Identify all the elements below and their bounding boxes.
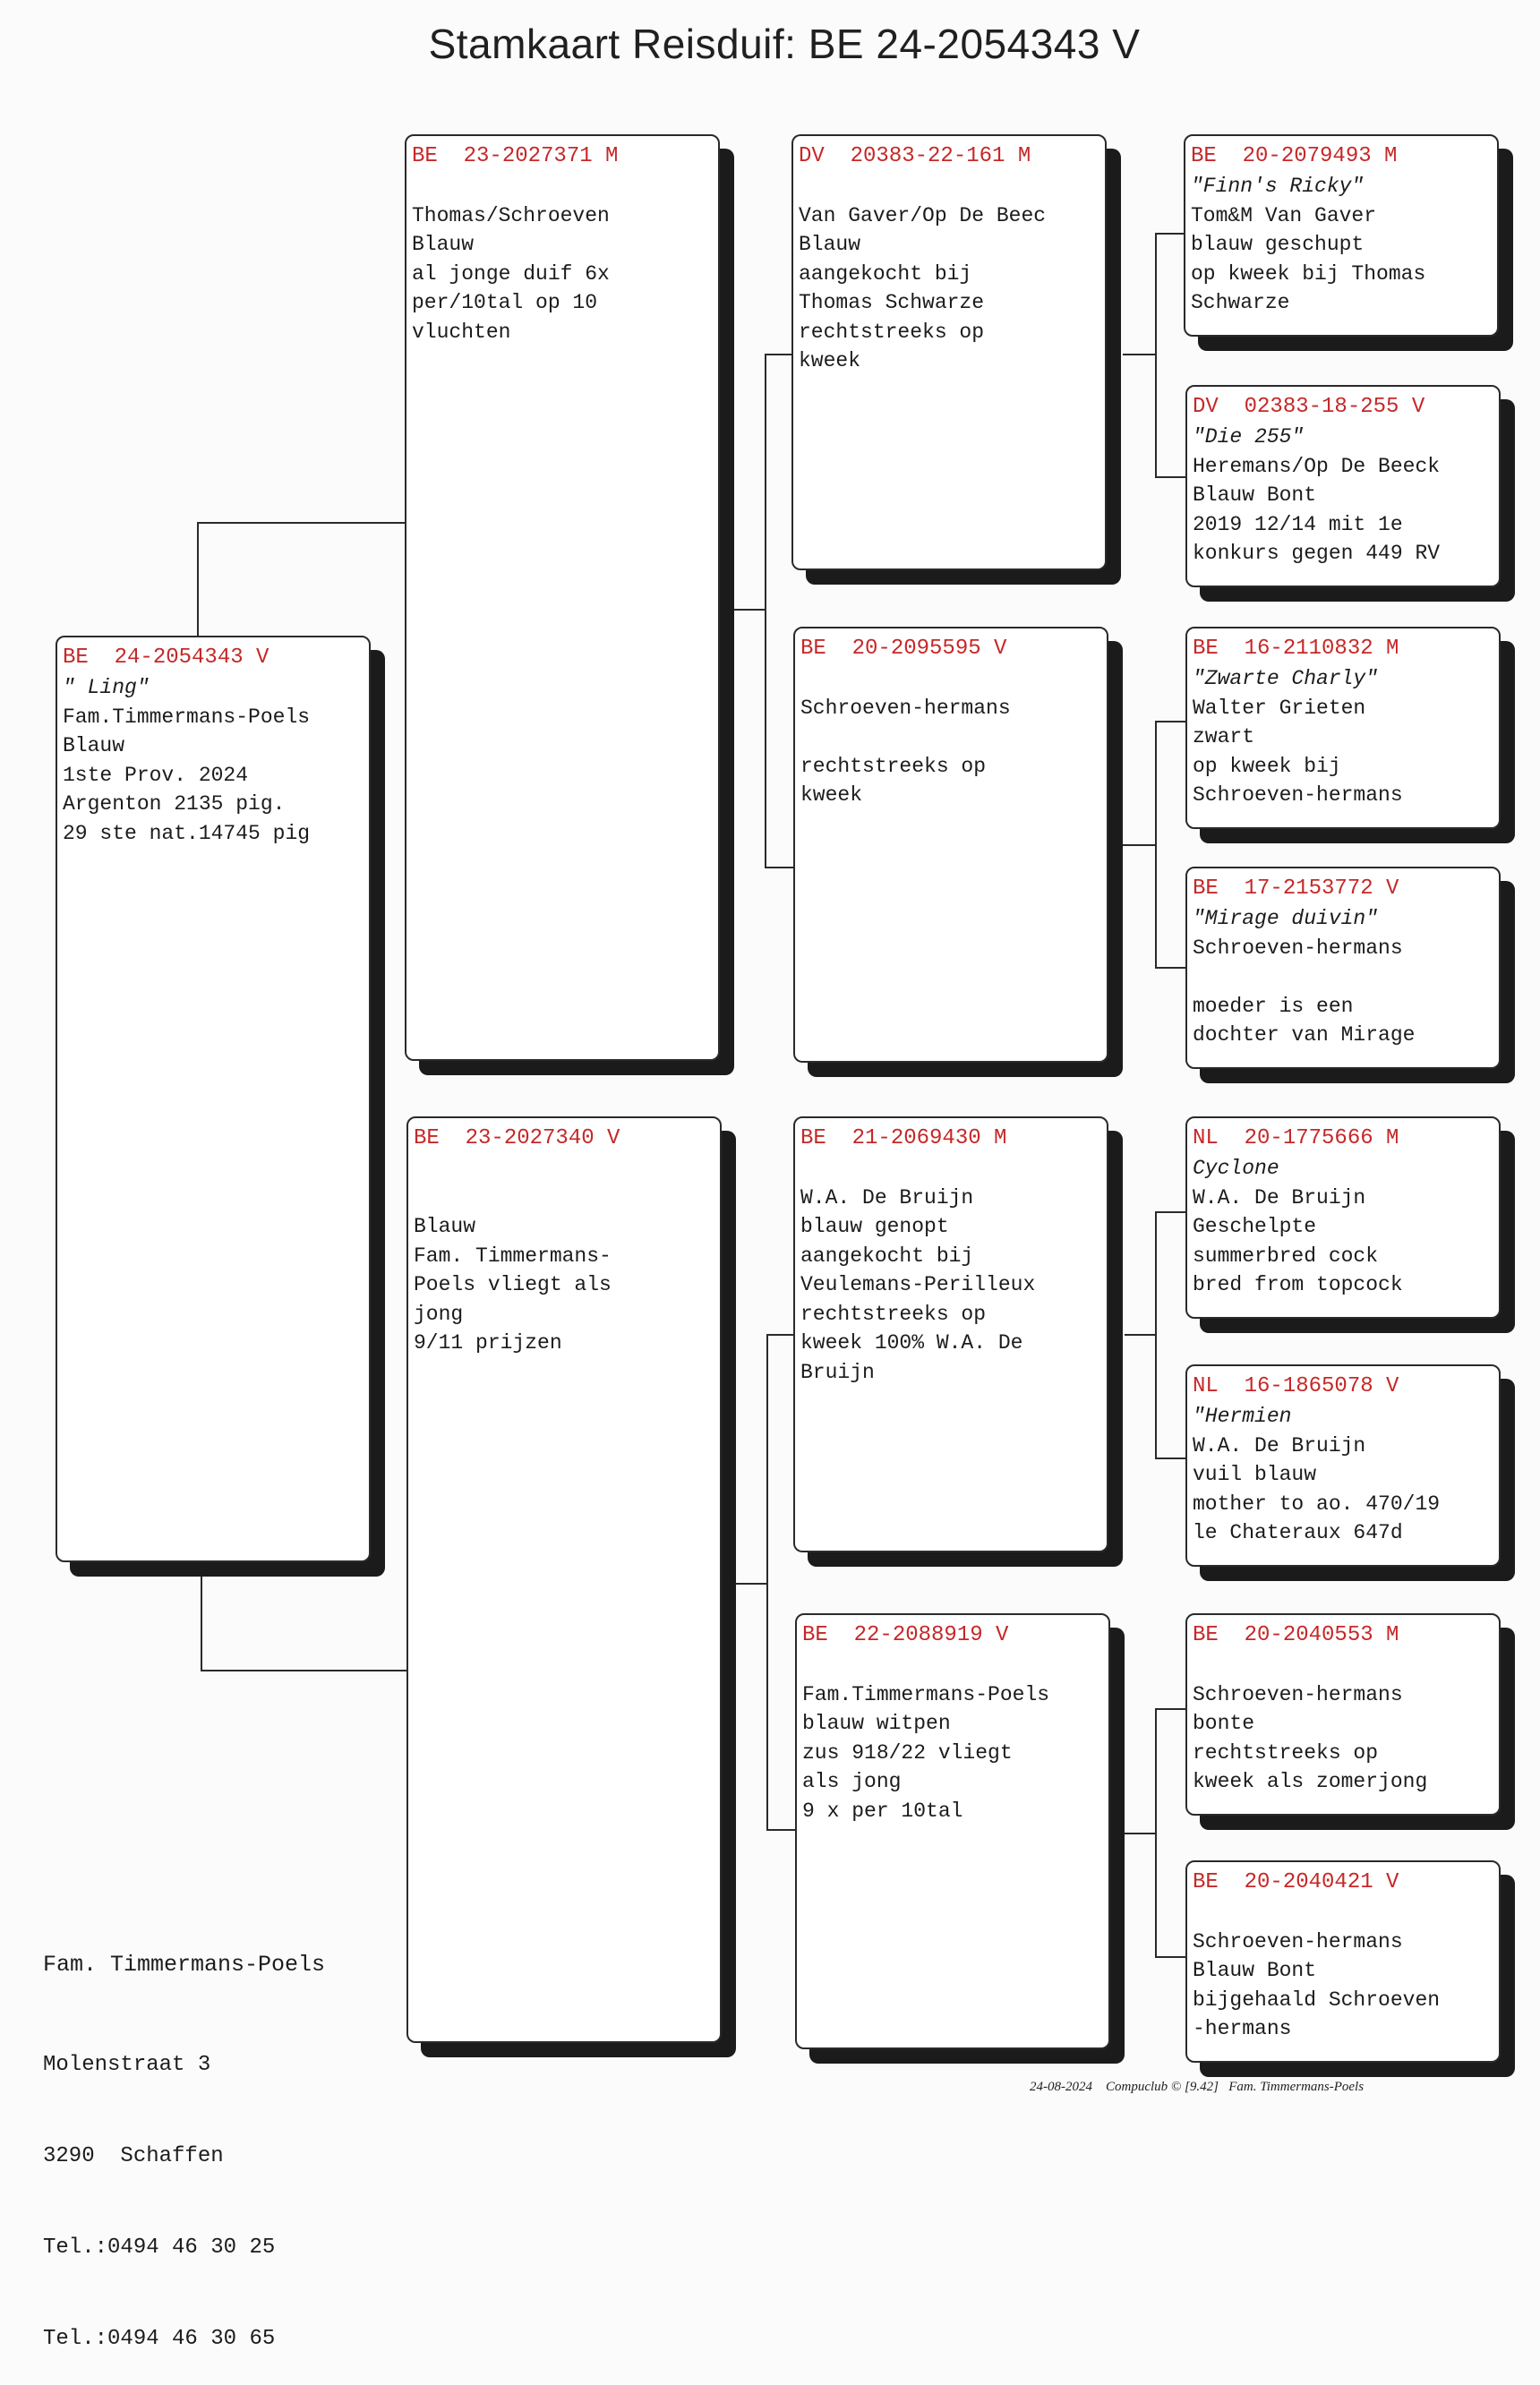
pedigree-card-fm (793, 627, 1108, 1063)
owner-name: Fam. Timmermans-Poels (43, 1952, 326, 1978)
connector-line (1155, 721, 1157, 967)
card-line: vluchten (412, 320, 511, 344)
card-line: Thomas Schwarze (799, 291, 985, 314)
card-line (800, 722, 1107, 752)
ring-number: BE 17-2153772 V (1193, 876, 1399, 901)
card-line: blauw genopt (800, 1215, 949, 1238)
card-line: kweek (799, 349, 861, 372)
card-line: konkurs gegen 449 RV (1193, 542, 1441, 565)
connector-line (1123, 844, 1155, 846)
card-line: kweek als zomerjong (1193, 1770, 1428, 1793)
card-line: Blauw Bont (1193, 1959, 1317, 1982)
pedigree-card-fmm (1185, 867, 1501, 1069)
card-line (414, 1154, 720, 1184)
connector-line (1123, 354, 1155, 355)
connector-line (1155, 233, 1157, 476)
card-line: 9 x per 10tal (802, 1799, 963, 1823)
ring-number: NL 16-1865078 V (1193, 1374, 1399, 1398)
card-line: bonte (1193, 1712, 1255, 1735)
card-line: mother to ao. 470/19 (1193, 1492, 1441, 1516)
connector-line (1155, 476, 1185, 478)
connector-line (1155, 1956, 1185, 1958)
connector-line (765, 867, 793, 868)
card-line: jong (414, 1302, 464, 1326)
card-line: Thomas/Schroeven (412, 203, 610, 227)
ring-number: BE 23-2027371 M (412, 144, 619, 168)
card-line: W.A. De Bruijn (1193, 1185, 1366, 1210)
ring-number: BE 20-2079493 M (1191, 144, 1398, 168)
pigeon-name: "Mirage duivin" (1193, 907, 1379, 930)
connector-line (732, 1583, 766, 1585)
page-title: Stamkaart Reisduif: BE 24-2054343 V (428, 21, 1141, 67)
ring-number: BE 20-2040553 M (1193, 1623, 1399, 1647)
footer-software: Compuclub © [9.42] (1106, 2080, 1219, 2094)
card-line: Heremans/Op De Beeck (1193, 454, 1441, 478)
connector-line (1155, 1211, 1157, 1458)
ring-number: BE 20-2040421 V (1193, 1870, 1399, 1894)
card-line (1193, 962, 1499, 992)
card-line: rechtstreeks op (800, 754, 987, 778)
card-line: Veulemans-Perilleux (800, 1273, 1036, 1296)
pigeon-name: "Die 255" (1193, 425, 1305, 449)
pedigree-card-mmm (1185, 1860, 1501, 2063)
pedigree-card-mother (406, 1116, 722, 2043)
card-line: zus 918/22 vliegt (802, 1740, 1013, 1765)
pedigree-card-mff (1185, 1116, 1501, 1319)
pedigree-card-ff (791, 134, 1107, 570)
card-line: moeder is een (1193, 994, 1354, 1018)
connector-line (1155, 967, 1185, 969)
card-line: per/10tal op 10 (412, 291, 598, 314)
card-line: 9/11 prijzen (414, 1331, 562, 1355)
card-line: Schroeven-hermans (1193, 1929, 1403, 1953)
card-line: Bruijn (800, 1360, 875, 1384)
owner-city: 3290 Schaffen (43, 2144, 224, 2168)
card-line: rechtstreeks op (799, 320, 985, 344)
card-line: Blauw (412, 233, 475, 256)
card-line: blauw geschupt (1191, 233, 1365, 256)
pigeon-name: " Ling" (63, 676, 150, 699)
connector-line (197, 522, 199, 637)
card-line: rechtstreeks op (800, 1302, 987, 1326)
owner-phone: Tel.:0494 46 30 25 (43, 2235, 276, 2260)
card-line: zwart (1193, 725, 1255, 748)
card-line: Blauw (414, 1215, 476, 1238)
pedigree-card-mmf (1185, 1613, 1501, 1816)
card-line: Schroeven-hermans (1193, 936, 1403, 960)
card-line: Fam. Timmermans- (414, 1244, 612, 1268)
connector-line (197, 522, 405, 524)
connector-line (765, 354, 766, 867)
card-line: Fam.Timmermans-Poels (802, 1682, 1050, 1706)
card-line: le Chateraux 647d (1193, 1521, 1403, 1544)
pigeon-name: "Hermien (1193, 1405, 1292, 1428)
card-line (800, 1154, 1107, 1184)
card-line: al jonge duif 6x (412, 261, 610, 286)
card-line (412, 172, 718, 201)
pigeon-name: "Zwarte Charly" (1193, 667, 1379, 690)
pigeon-name: Cyclone (1193, 1157, 1279, 1180)
card-line: op kweek bij Thomas (1191, 261, 1426, 286)
card-line: 29 ste nat.14745 pig (63, 821, 311, 845)
card-line: -hermans (1193, 2017, 1292, 2040)
ring-number: BE 21-2069430 M (800, 1126, 1007, 1150)
card-line: W.A. De Bruijn (800, 1185, 974, 1210)
connector-line (1125, 1833, 1155, 1834)
owner-street: Molenstraat 3 (43, 2053, 211, 2077)
card-line: blauw witpen (802, 1712, 951, 1735)
card-line: dochter van Mirage (1193, 1023, 1416, 1047)
card-line: Tom&M Van Gaver (1191, 203, 1377, 227)
card-line: als jong (802, 1770, 902, 1793)
card-line: summerbred cock (1193, 1244, 1379, 1268)
card-line (799, 172, 1105, 201)
pedigree-card-father (405, 134, 720, 1061)
card-line: rechtstreeks op (1193, 1740, 1379, 1765)
connector-line (732, 609, 765, 611)
ring-number: BE 20-2095595 V (800, 637, 1007, 661)
footer (1030, 2080, 1364, 2095)
footer-owner: Fam. Timmermans-Poels (1228, 2080, 1365, 2094)
connector-line (765, 354, 793, 355)
ring-number: BE 16-2110832 M (1193, 637, 1399, 661)
card-line: Schwarze (1191, 291, 1290, 314)
card-line (414, 1184, 720, 1213)
card-line (802, 1651, 1108, 1680)
footer-date: 24-08-2024 (1030, 2080, 1092, 2094)
connector-line (1155, 721, 1185, 722)
pedigree-card-ffm (1185, 385, 1501, 587)
card-line: aangekocht bij (799, 261, 972, 286)
card-line: Blauw Bont (1193, 483, 1317, 507)
pedigree-card-mfm (1185, 1364, 1501, 1567)
card-line: aangekocht bij (800, 1244, 974, 1268)
pedigree-card-mf (793, 1116, 1108, 1552)
card-line: Schroeven-hermans (800, 696, 1011, 720)
card-line (800, 664, 1107, 694)
card-line: Blauw (63, 734, 125, 757)
card-line: Argenton 2135 pig. (63, 792, 286, 816)
ring-number: BE 22-2088919 V (802, 1623, 1009, 1647)
connector-line (1155, 233, 1185, 235)
card-line: Van Gaver/Op De Beec (799, 203, 1047, 227)
connector-line (201, 1670, 406, 1671)
pedigree-card-fff (1184, 134, 1499, 337)
connector-line (766, 1334, 795, 1336)
card-line: Blauw (799, 233, 861, 256)
card-line: 1ste Prov. 2024 (63, 763, 249, 787)
card-line: Schroeven-hermans (1193, 783, 1403, 807)
connector-line (1155, 1458, 1185, 1459)
card-line: W.A. De Bruijn (1193, 1433, 1366, 1458)
card-line: kweek (800, 783, 863, 807)
card-line: Geschelpte (1193, 1215, 1317, 1238)
pedigree-card-subject (56, 636, 371, 1562)
card-line: Fam.Timmermans-Poels (63, 705, 311, 729)
connector-line (201, 1576, 202, 1670)
connector-line (766, 1334, 768, 1829)
ring-number: BE 24-2054343 V (63, 645, 270, 670)
connector-line (766, 1829, 795, 1831)
card-line: bred from topcock (1193, 1273, 1403, 1296)
pedigree-card-mm (795, 1613, 1110, 2049)
card-line: kweek 100% W.A. De (800, 1331, 1023, 1355)
connector-line (1155, 1708, 1185, 1710)
owner-address (43, 1889, 325, 2385)
card-line: vuil blauw (1193, 1463, 1317, 1486)
ring-number: NL 20-1775666 M (1193, 1126, 1399, 1150)
card-line: Walter Grieten (1193, 696, 1366, 720)
connector-line (1155, 1211, 1185, 1213)
card-line (1193, 1651, 1499, 1680)
card-line: op kweek bij (1193, 754, 1341, 778)
card-line: bijgehaald Schroeven (1193, 1988, 1441, 2012)
card-line: Schroeven-hermans (1193, 1682, 1403, 1706)
pigeon-name: "Finn's Ricky" (1191, 175, 1365, 198)
owner-phone: Tel.:0494 46 30 65 (43, 2327, 276, 2351)
pedigree-card-fmf (1185, 627, 1501, 829)
card-line: Poels vliegt als (414, 1273, 612, 1296)
ring-number: DV 02383-18-255 V (1193, 395, 1425, 419)
connector-line (1155, 1708, 1157, 1956)
connector-line (1125, 1334, 1155, 1336)
ring-number: BE 23-2027340 V (414, 1126, 620, 1150)
ring-number: DV 20383-22-161 M (799, 144, 1031, 168)
card-line: 2019 12/14 mit 1e (1193, 512, 1403, 536)
card-line (1193, 1898, 1499, 1928)
